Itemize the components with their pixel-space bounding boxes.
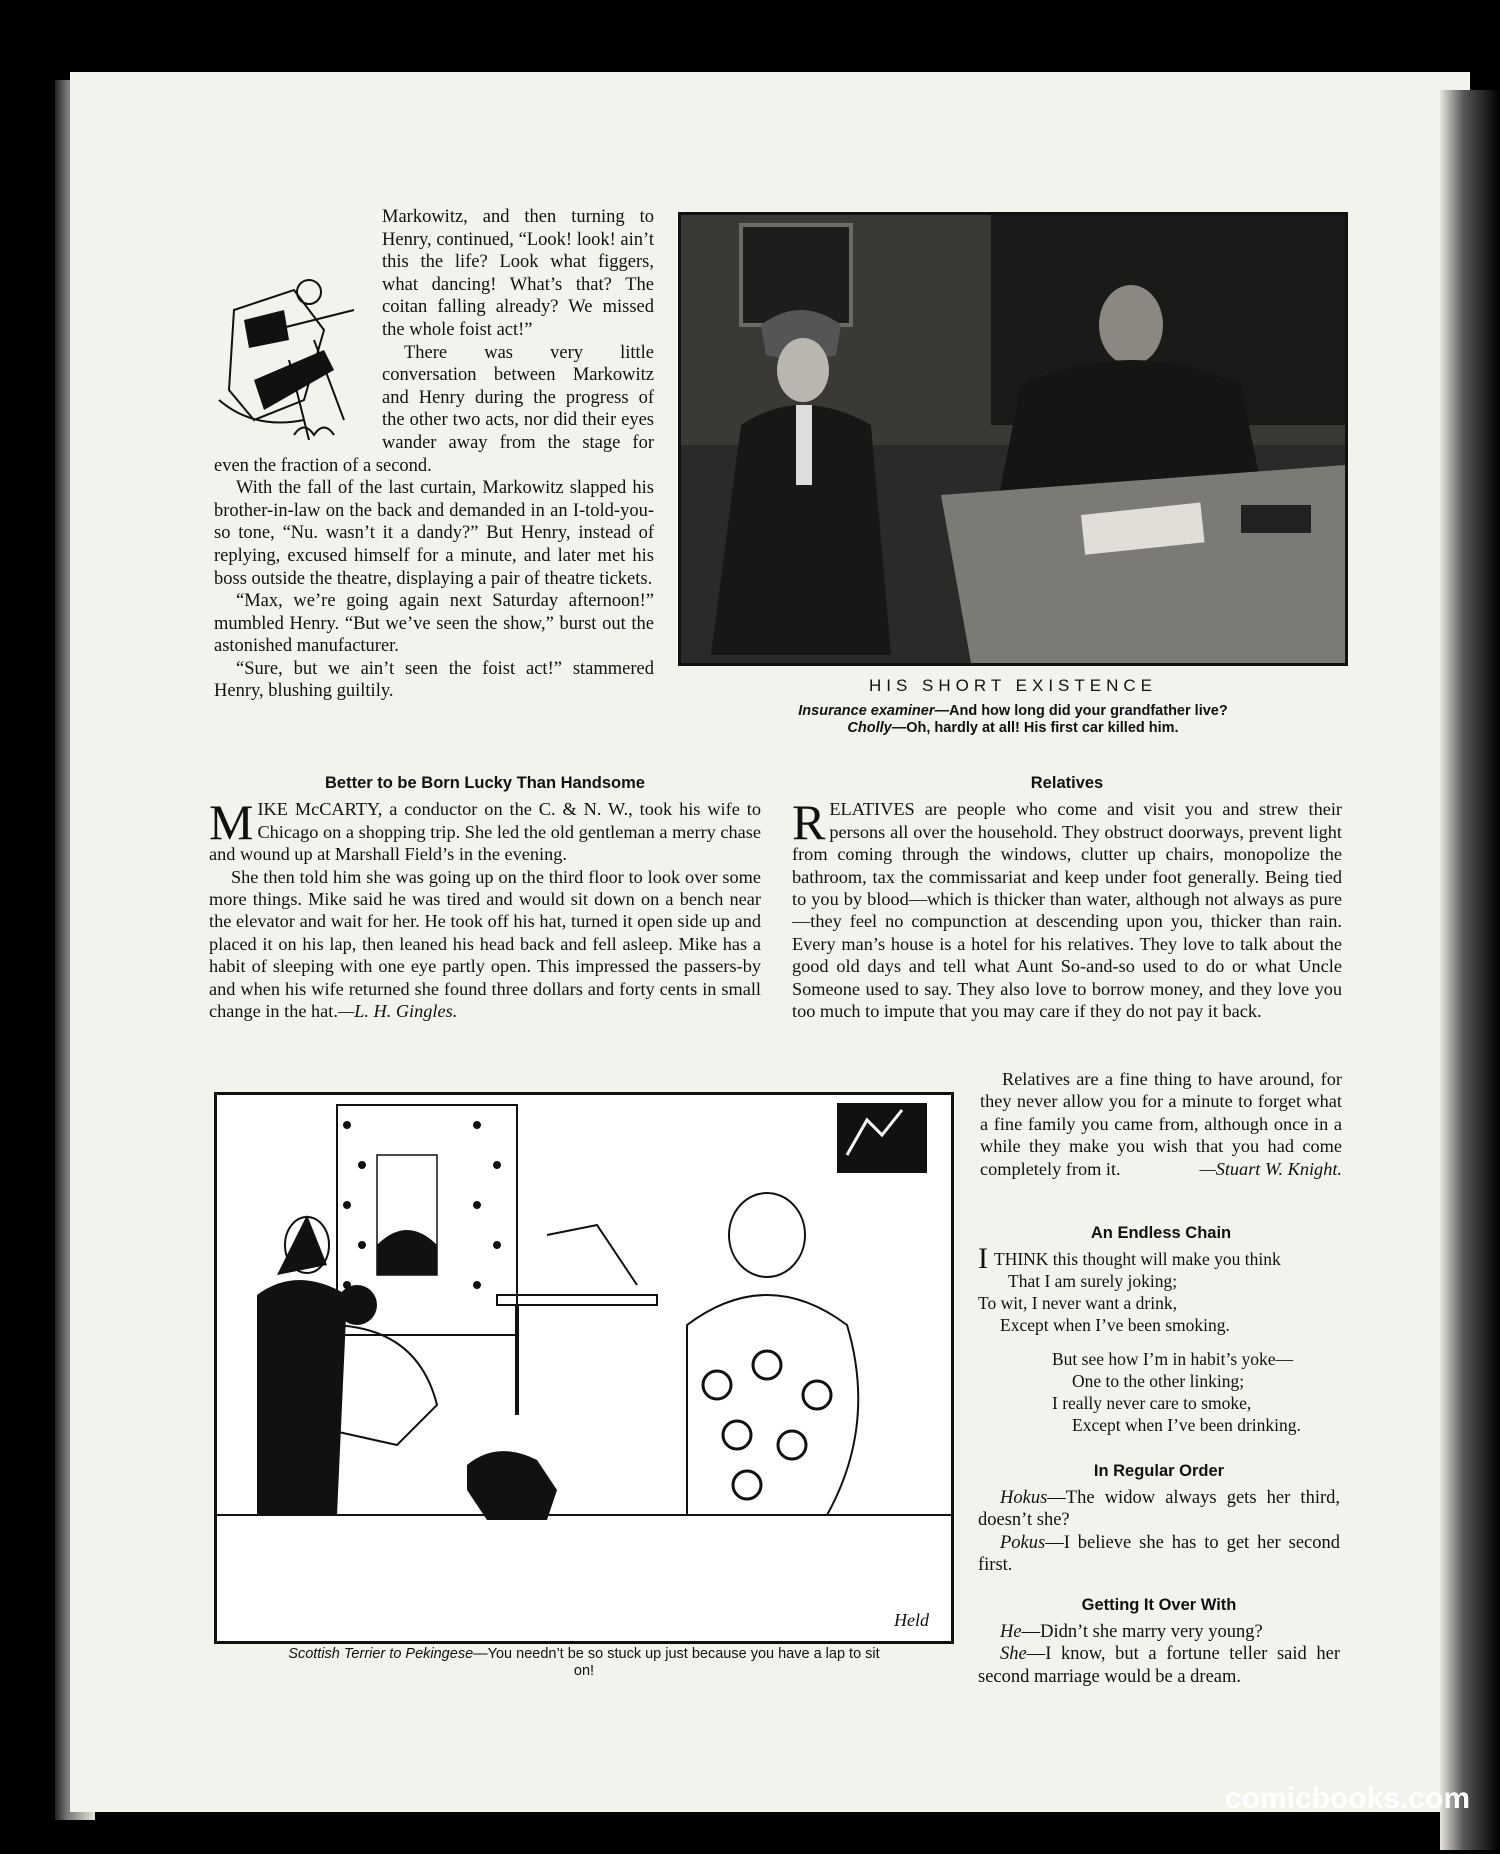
- poem-line: Except when I’ve been smoking.: [1000, 1315, 1230, 1335]
- paragraph: ELATIVES are people who come and visit you and strew their persons all over the household. They obstruct doorways, prevent light from coming through the windows, clutter up chairs, monopolize the bathroom, tax the commissariat and keep under foot generally. Being tied to you by blood—which is thicker than water, although not always as pure—they feel no compunction at descending upon you, thicker than rain. Every man’s house is a hotel for his relatives. They love to talk about the good old days and tell what Aunt So-and-so used to do or what Uncle Someone used to say. They also love to borrow money, and they love you too much to impute that you may care if they do not pay it back.: [792, 799, 1342, 1022]
- author-credit: —Stuart W. Knight.: [1199, 1159, 1342, 1180]
- speaker: Pokus: [1000, 1532, 1046, 1553]
- getting-over-joke: [978, 1594, 1340, 1688]
- cartoon-illustration: [214, 1092, 954, 1644]
- poem-line: One to the other linking;: [1072, 1371, 1245, 1391]
- relatives-continued: [980, 1068, 1342, 1180]
- endless-chain-poem: [980, 1222, 1342, 1245]
- caption-text: —And how long did your grandfather live?: [934, 703, 1228, 719]
- author-credit: —L. H. Gingles.: [337, 1001, 458, 1022]
- speaker: He: [1000, 1621, 1022, 1642]
- paragraph: IKE McCARTY, a conductor on the C. & N. W., took his wife to Chicago on a shopping trip. She led the old gentleman a merry chase and wound up at Marshall Field’s in the evening.: [209, 799, 761, 865]
- poem-line: Except when I’ve been drinking.: [1072, 1415, 1301, 1435]
- caption-text: —You needn’t be so stuck up just because you have a lap to sit on!: [473, 1646, 880, 1679]
- regular-order-joke: [978, 1460, 1340, 1577]
- relatives-heading: Relatives: [1030, 774, 1104, 792]
- regular-heading: In Regular Order: [1093, 1462, 1225, 1480]
- caption-text: —Oh, hardly at all! His first car killed him.: [891, 720, 1179, 736]
- photo-caption-title: HIS SHORT EXISTENCE: [868, 676, 1158, 695]
- paragraph: “Max, we’re going again next Saturday afternoon!” mumbled Henry. “But we’ve seen the show,” burst out the astonished manufacturer.: [214, 591, 654, 657]
- relatives-article: [792, 772, 1342, 1022]
- paragraph: Relatives are a fine thing to have around, for they never allow you for a minute to forget what a fine family you came from, although once in a while they make you wish that you had come completely from it.: [980, 1069, 1342, 1179]
- painting-illustration: [678, 212, 1348, 666]
- page-edge-shadow: [1440, 90, 1500, 1850]
- endless-heading: An Endless Chain: [1090, 1224, 1232, 1242]
- artist-signature: Held: [894, 1610, 929, 1630]
- dialogue: —I believe she has to get her second first.: [978, 1532, 1340, 1576]
- drop-cap: M: [209, 794, 254, 851]
- paragraph: There was very little conversation between Markowitz and Henry during the progress of the other two acts, nor did their eyes wander away from the stage for even the fraction of a second.: [214, 342, 654, 476]
- poem-line: To wit, I never want a drink,: [978, 1293, 1177, 1313]
- paragraph: She then told him she was going up on the third floor to look over some more things. Mike said he was tired and would sit down on a bench near the elevator and wait for her. He took off his hat, turned it open side up and placed it on his lap, then leaned his head back and fell asleep. Mike has a habit of sleeping with one eye partly open. This impressed the passers-by and when his wife returned she found three dollars and forty cents in small change in the hat.: [209, 866, 761, 1022]
- poem-line: I really never care to smoke,: [1052, 1393, 1252, 1413]
- poem-body: [978, 1242, 1348, 1436]
- paragraph: Markowitz, and then turning to Henry, continued, “Look! look! ain’t this the life? Look what figgers, what dancing! What’s that? The coitan falling already? We missed the whole foist act!”: [382, 207, 654, 340]
- cartoon-caption: [284, 1646, 884, 1680]
- small-cartoon: [214, 270, 374, 452]
- dialogue: —Didn’t she marry very young?: [1021, 1621, 1263, 1642]
- drop-cap: I: [978, 1242, 988, 1275]
- story-continuation: [214, 206, 654, 703]
- lucky-heading: Better to be Born Lucky Than Handsome: [325, 774, 645, 792]
- paragraph: With the fall of the last curtain, Markowitz slapped his brother-in-law on the back and demanded in an I-told-you-so tone, “Nu. wasn’t it a dandy?” But Henry, instead of replying, excused himself for a minute, and later met his boss outside the theatre, displaying a pair of theatre tickets.: [214, 478, 654, 589]
- poem-line: That I am surely joking;: [1008, 1271, 1178, 1291]
- poem-line: THINK this thought will make you think: [994, 1249, 1281, 1269]
- getting-heading: Getting It Over With: [1081, 1596, 1237, 1614]
- dialogue: —The widow always gets her third, doesn’t she?: [978, 1487, 1340, 1531]
- caption-speaker: Insurance examiner: [798, 703, 935, 719]
- speaker: Hokus: [1000, 1487, 1048, 1508]
- paragraph: “Sure, but we ain’t seen the foist act!” stammered Henry, blushing guiltily.: [214, 658, 654, 702]
- drop-cap: R: [792, 794, 826, 851]
- speaker: She: [1000, 1644, 1027, 1665]
- dialogue: —I know, but a fortune teller said her second marriage would be a dream.: [978, 1644, 1340, 1687]
- caption-speaker: Cholly: [847, 720, 892, 736]
- lucky-article: [209, 772, 761, 1022]
- poem-line: But see how I’m in habit’s yoke—: [1052, 1349, 1294, 1369]
- site-watermark: comicbooks.com: [1224, 1782, 1470, 1815]
- caption-speaker: Scottish Terrier to Pekingese: [288, 1646, 474, 1662]
- photo-caption: [678, 703, 1348, 737]
